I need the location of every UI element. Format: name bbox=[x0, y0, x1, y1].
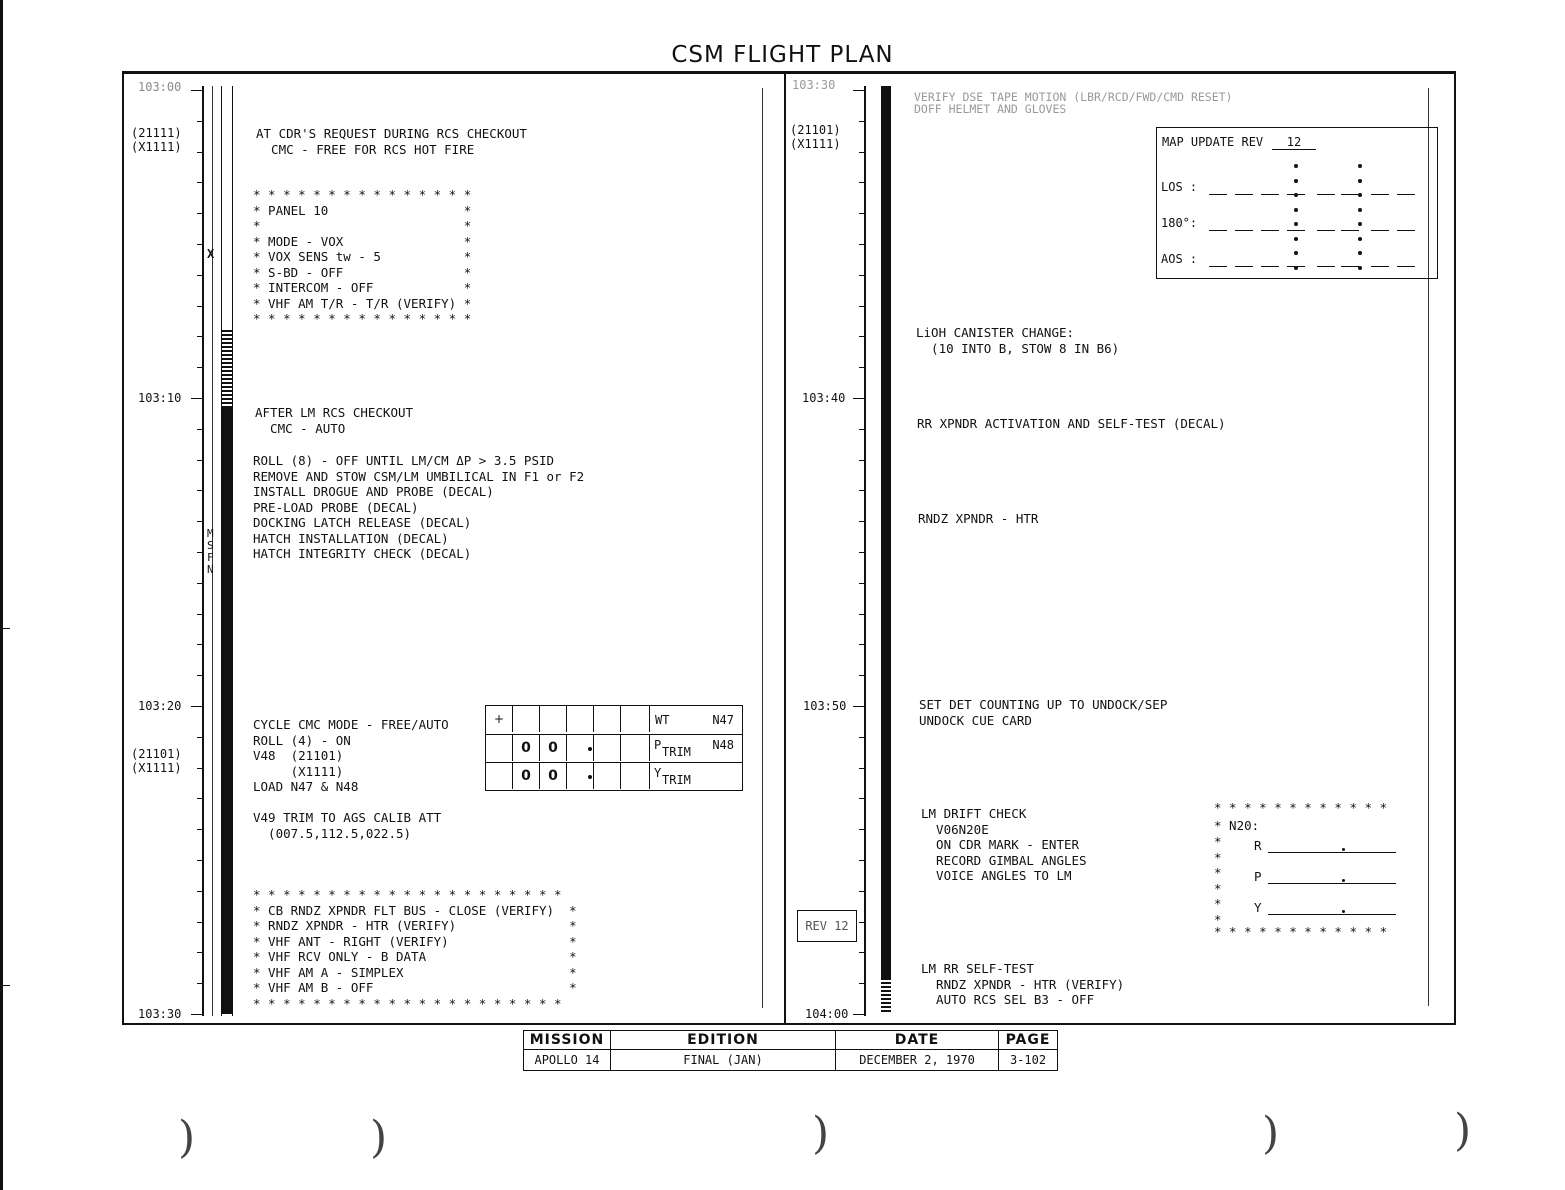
rev-label: REV 12 bbox=[797, 910, 857, 942]
map-colon-dot bbox=[1294, 251, 1298, 255]
rndz-htr-block: RNDZ XPNDR - HTR bbox=[918, 511, 1039, 526]
map-entry-blank[interactable] bbox=[1341, 230, 1359, 231]
map-entry-blank[interactable] bbox=[1371, 266, 1389, 267]
time-tick bbox=[197, 336, 203, 337]
time-tick bbox=[197, 644, 203, 645]
time-tick bbox=[859, 213, 865, 214]
n20-decimal-point bbox=[1342, 879, 1345, 882]
binder-hole-mark: ) bbox=[178, 1112, 196, 1163]
after-lm-rcs-block: AFTER LM RCS CHECKOUT CMC - AUTO bbox=[255, 405, 414, 436]
map-colon-dot bbox=[1358, 222, 1362, 226]
map-colon-dot bbox=[1358, 179, 1362, 183]
footer-date-header: DATE bbox=[836, 1031, 999, 1050]
n20-entry-blank[interactable] bbox=[1268, 852, 1396, 853]
time-tick bbox=[197, 521, 203, 522]
time-tick bbox=[859, 952, 865, 953]
cycle-cmc-block: CYCLE CMC MODE - FREE/AUTO ROLL (4) - ON V48 (21101) (X1111) LOAD N47 & N48 bbox=[253, 717, 449, 794]
map-entry-blank[interactable] bbox=[1341, 266, 1359, 267]
footer-page-header: PAGE bbox=[999, 1031, 1058, 1050]
footer-page-value: 3-102 bbox=[999, 1050, 1058, 1071]
grid-digit: 0 bbox=[513, 763, 540, 789]
map-entry-blank[interactable] bbox=[1397, 230, 1415, 231]
time-tick bbox=[197, 675, 203, 676]
time-tick bbox=[859, 152, 865, 153]
time-tick bbox=[859, 552, 865, 553]
map-entry-blank[interactable] bbox=[1261, 266, 1279, 267]
map-entry-blank[interactable] bbox=[1261, 194, 1279, 195]
binder-hole-mark: ) bbox=[812, 1108, 830, 1159]
ptrim-sub: TRIM bbox=[662, 745, 691, 759]
panel-10-block: * * * * * * * * * * * * * * * * PANEL 10 * * * * MODE - VOX * * VOX SENS tw - 5 * * S-BD - OFF * * INTERCOM - OFF * * VHF AM T/R - T/R (VERIFY) * * * * * * * * * * * * * * * * bbox=[253, 187, 472, 326]
time-tick bbox=[859, 460, 865, 461]
footer-date-value: DECEMBER 2, 1970 bbox=[836, 1050, 999, 1071]
time-tick bbox=[197, 552, 203, 553]
map-entry-blank[interactable] bbox=[1209, 230, 1227, 231]
time-tick bbox=[197, 737, 203, 738]
page-title: CSM FLIGHT PLAN bbox=[671, 42, 894, 68]
n20-stars-bottom: * * * * * * * * * * * * bbox=[1214, 924, 1388, 939]
map-entry-blank[interactable] bbox=[1397, 194, 1415, 195]
map-row-label: LOS : bbox=[1161, 180, 1198, 194]
time-label: 103:30 bbox=[792, 78, 836, 92]
n48-label: N48 bbox=[712, 738, 734, 752]
binder-mark bbox=[0, 985, 10, 986]
time-tick bbox=[197, 490, 203, 491]
notes-rule bbox=[762, 88, 763, 1008]
time-tick bbox=[197, 768, 203, 769]
time-tick bbox=[859, 275, 865, 276]
roll-umbilical-block: ROLL (8) - OFF UNTIL LM/CM ΔP > 3.5 PSID REMOVE AND STOW CSM/LM UMBILICAL IN F1 or F2 INSTALL DROGUE AND PROBE (DECAL) PRE-LOAD PROBE (DECAL) DOCKING LATCH RELEASE (DECAL) HATCH INSTALLATION (DECAL) HATCH INTEGRITY CHECK (DECAL) bbox=[253, 453, 585, 561]
n20-axis-label: Y bbox=[1254, 900, 1262, 915]
time-tick bbox=[859, 306, 865, 307]
time-tick bbox=[859, 336, 865, 337]
time-tick bbox=[859, 922, 865, 923]
ytrim-sub: TRIM bbox=[662, 773, 691, 787]
wt-label: WT bbox=[655, 713, 670, 727]
grid-digit: 0 bbox=[540, 735, 567, 761]
time-tick bbox=[197, 429, 203, 430]
time-axis bbox=[864, 86, 866, 1016]
time-tick bbox=[197, 829, 203, 830]
time-tick bbox=[197, 860, 203, 861]
time-tick bbox=[197, 798, 203, 799]
msfn-label: MSFN bbox=[207, 527, 214, 576]
map-entry-blank[interactable] bbox=[1317, 230, 1335, 231]
map-row-label: AOS : bbox=[1161, 252, 1198, 266]
map-colon-dot bbox=[1358, 251, 1362, 255]
dse-tape-block: VERIFY DSE TAPE MOTION (LBR/RCD/FWD/CMD RESET) DOFF HELMET AND GLOVES bbox=[914, 90, 1233, 116]
time-tick bbox=[853, 90, 865, 91]
time-label: 103:30 bbox=[138, 1007, 182, 1021]
n20-star: * bbox=[1214, 912, 1222, 927]
time-tick bbox=[853, 398, 865, 399]
time-label: 103:40 bbox=[802, 391, 846, 405]
time-tick bbox=[197, 983, 203, 984]
time-tick bbox=[197, 306, 203, 307]
time-tick bbox=[197, 891, 203, 892]
mode-code: (X1111) bbox=[131, 140, 182, 154]
map-row-label: 180°: bbox=[1161, 216, 1198, 230]
map-colon-dot bbox=[1294, 237, 1298, 241]
map-colon-dot bbox=[1294, 222, 1298, 226]
time-tick bbox=[197, 244, 203, 245]
binder-hole-mark: ) bbox=[1454, 1105, 1472, 1156]
time-tick bbox=[859, 675, 865, 676]
footer-mission-value: APOLLO 14 bbox=[524, 1050, 611, 1071]
time-tick bbox=[859, 983, 865, 984]
time-tick bbox=[859, 737, 865, 738]
mode-code: (X1111) bbox=[131, 761, 182, 775]
time-tick bbox=[853, 706, 865, 707]
map-update-box bbox=[1156, 127, 1438, 279]
footer-edition-header: EDITION bbox=[611, 1031, 836, 1050]
n20-decimal-point bbox=[1342, 848, 1345, 851]
n20-star: * bbox=[1214, 896, 1222, 911]
mode-code: (21111) bbox=[131, 126, 182, 140]
mode-code: (21101) bbox=[131, 747, 182, 761]
n20-axis-label: R bbox=[1254, 838, 1262, 853]
time-tick bbox=[197, 614, 203, 615]
time-axis bbox=[202, 86, 204, 1016]
n20-star: * bbox=[1214, 834, 1222, 849]
n20-star: * bbox=[1214, 850, 1222, 865]
map-entry-blank[interactable] bbox=[1209, 266, 1227, 267]
time-label: 103:10 bbox=[138, 391, 182, 405]
activity-hatch bbox=[881, 978, 891, 1014]
time-tick bbox=[859, 829, 865, 830]
x-mark: X bbox=[207, 247, 215, 261]
map-update-rev: 12 bbox=[1272, 135, 1316, 150]
map-entry-blank[interactable] bbox=[1371, 230, 1389, 231]
map-entry-blank[interactable] bbox=[1397, 266, 1415, 267]
lm-rr-self-test-block: LM RR SELF-TEST RNDZ XPNDR - HTR (VERIFY) AUTO RCS SEL B3 - OFF bbox=[921, 961, 1125, 1007]
time-tick bbox=[859, 429, 865, 430]
time-label: 103:50 bbox=[803, 699, 847, 713]
time-tick bbox=[191, 398, 203, 399]
time-tick bbox=[191, 1014, 203, 1015]
map-colon-dot bbox=[1358, 164, 1362, 168]
ptrim-label: P bbox=[654, 738, 662, 752]
map-colon-dot bbox=[1294, 208, 1298, 212]
mode-code: (21101) bbox=[790, 123, 841, 137]
time-tick bbox=[197, 213, 203, 214]
map-colon-dot bbox=[1294, 179, 1298, 183]
footer-table bbox=[523, 1030, 1058, 1071]
binder-hole-mark: ) bbox=[370, 1112, 388, 1163]
set-det-block: SET DET COUNTING UP TO UNDOCK/SEP UNDOCK CUE CARD bbox=[919, 697, 1168, 728]
time-tick bbox=[197, 460, 203, 461]
v49-trim-block: V49 TRIM TO AGS CALIB ATT (007.5,112.5,022.5) bbox=[253, 810, 442, 841]
time-tick bbox=[197, 367, 203, 368]
time-tick bbox=[859, 182, 865, 183]
time-tick bbox=[197, 121, 203, 122]
time-label: 103:20 bbox=[138, 699, 182, 713]
time-label: 104:00 bbox=[805, 1007, 849, 1021]
map-colon-dot bbox=[1294, 193, 1298, 197]
map-entry-blank[interactable] bbox=[1287, 230, 1305, 231]
load-grid bbox=[485, 705, 743, 791]
cdr-request-block: AT CDR'S REQUEST DURING RCS CHECKOUT CMC - FREE FOR RCS HOT FIRE bbox=[256, 126, 527, 157]
time-tick bbox=[197, 952, 203, 953]
lioh-canister-block: LiOH CANISTER CHANGE: (10 INTO B, STOW 8 IN B6) bbox=[916, 325, 1120, 356]
time-tick bbox=[859, 367, 865, 368]
lm-drift-check-block: LM DRIFT CHECK V06N20E ON CDR MARK - ENTER RECORD GIMBAL ANGLES VOICE ANGLES TO LM bbox=[921, 806, 1087, 883]
map-colon-dot bbox=[1358, 193, 1362, 197]
time-tick bbox=[859, 521, 865, 522]
time-tick bbox=[859, 490, 865, 491]
activity-bar bbox=[221, 408, 233, 1014]
map-colon-dot bbox=[1358, 266, 1362, 270]
time-tick bbox=[191, 90, 203, 91]
n20-axis-label: P bbox=[1254, 869, 1262, 884]
time-tick bbox=[859, 244, 865, 245]
time-tick bbox=[859, 891, 865, 892]
time-tick bbox=[859, 798, 865, 799]
map-entry-blank[interactable] bbox=[1317, 266, 1335, 267]
map-entry-blank[interactable] bbox=[1371, 194, 1389, 195]
map-colon-dot bbox=[1294, 164, 1298, 168]
n47-label: N47 bbox=[712, 713, 734, 727]
time-tick bbox=[191, 706, 203, 707]
binder-hole-mark: ) bbox=[1262, 1108, 1280, 1159]
map-entry-blank[interactable] bbox=[1235, 230, 1253, 231]
n20-star: * bbox=[1214, 881, 1222, 896]
activity-bar bbox=[881, 86, 891, 978]
map-entry-blank[interactable] bbox=[1341, 194, 1359, 195]
rndz-xpndr-block: * * * * * * * * * * * * * * * * * * * * * * CB RNDZ XPNDR FLT BUS - CLOSE (VERIFY) * * RNDZ XPNDR - HTR (VERIFY) * * VHF ANT - RIGHT (VERIFY) * * VHF RCV ONLY - B DATA * * VHF AM A - SIMPLEX * * VHF AM B - OFF * * * * * * * * * * * * * * * * * * * * * * bbox=[253, 887, 577, 1011]
time-tick bbox=[859, 768, 865, 769]
map-colon-dot bbox=[1358, 208, 1362, 212]
map-entry-blank[interactable] bbox=[1235, 266, 1253, 267]
time-tick bbox=[197, 182, 203, 183]
time-tick bbox=[853, 1014, 865, 1015]
binder-edge bbox=[0, 0, 3, 1190]
map-colon-dot bbox=[1294, 266, 1298, 270]
footer-mission-header: MISSION bbox=[524, 1031, 611, 1050]
map-entry-blank[interactable] bbox=[1317, 194, 1335, 195]
time-tick bbox=[197, 922, 203, 923]
n20-entry-blank[interactable] bbox=[1268, 883, 1396, 884]
plus-sign: + bbox=[486, 706, 513, 732]
mode-code: (X1111) bbox=[790, 137, 841, 151]
n20-label: * N20: bbox=[1214, 818, 1260, 833]
n20-entry-blank[interactable] bbox=[1268, 914, 1396, 915]
time-label: 103:00 bbox=[138, 80, 182, 94]
map-entry-blank[interactable] bbox=[1209, 194, 1227, 195]
binder-mark bbox=[0, 628, 10, 629]
activity-hatch bbox=[222, 330, 232, 410]
grid-digit: 0 bbox=[540, 763, 567, 789]
n20-star: * bbox=[1214, 865, 1222, 880]
time-tick bbox=[859, 583, 865, 584]
time-tick bbox=[859, 121, 865, 122]
map-update-title: MAP UPDATE REV bbox=[1162, 135, 1264, 149]
ytrim-label: Y bbox=[654, 766, 662, 780]
footer-edition-value: FINAL (JAN) bbox=[611, 1050, 836, 1071]
map-entry-blank[interactable] bbox=[1261, 230, 1279, 231]
grid-digit: 0 bbox=[513, 735, 540, 761]
time-tick bbox=[859, 614, 865, 615]
time-tick bbox=[197, 275, 203, 276]
rr-xpndr-block: RR XPNDR ACTIVATION AND SELF-TEST (DECAL) bbox=[917, 416, 1226, 431]
time-tick bbox=[197, 583, 203, 584]
map-colon-dot bbox=[1358, 237, 1362, 241]
time-tick bbox=[859, 860, 865, 861]
time-tick bbox=[197, 152, 203, 153]
n20-decimal-point bbox=[1342, 910, 1345, 913]
n20-stars-top: * * * * * * * * * * * * bbox=[1214, 800, 1388, 815]
time-tick bbox=[859, 644, 865, 645]
map-entry-blank[interactable] bbox=[1235, 194, 1253, 195]
center-divider bbox=[784, 73, 786, 1023]
